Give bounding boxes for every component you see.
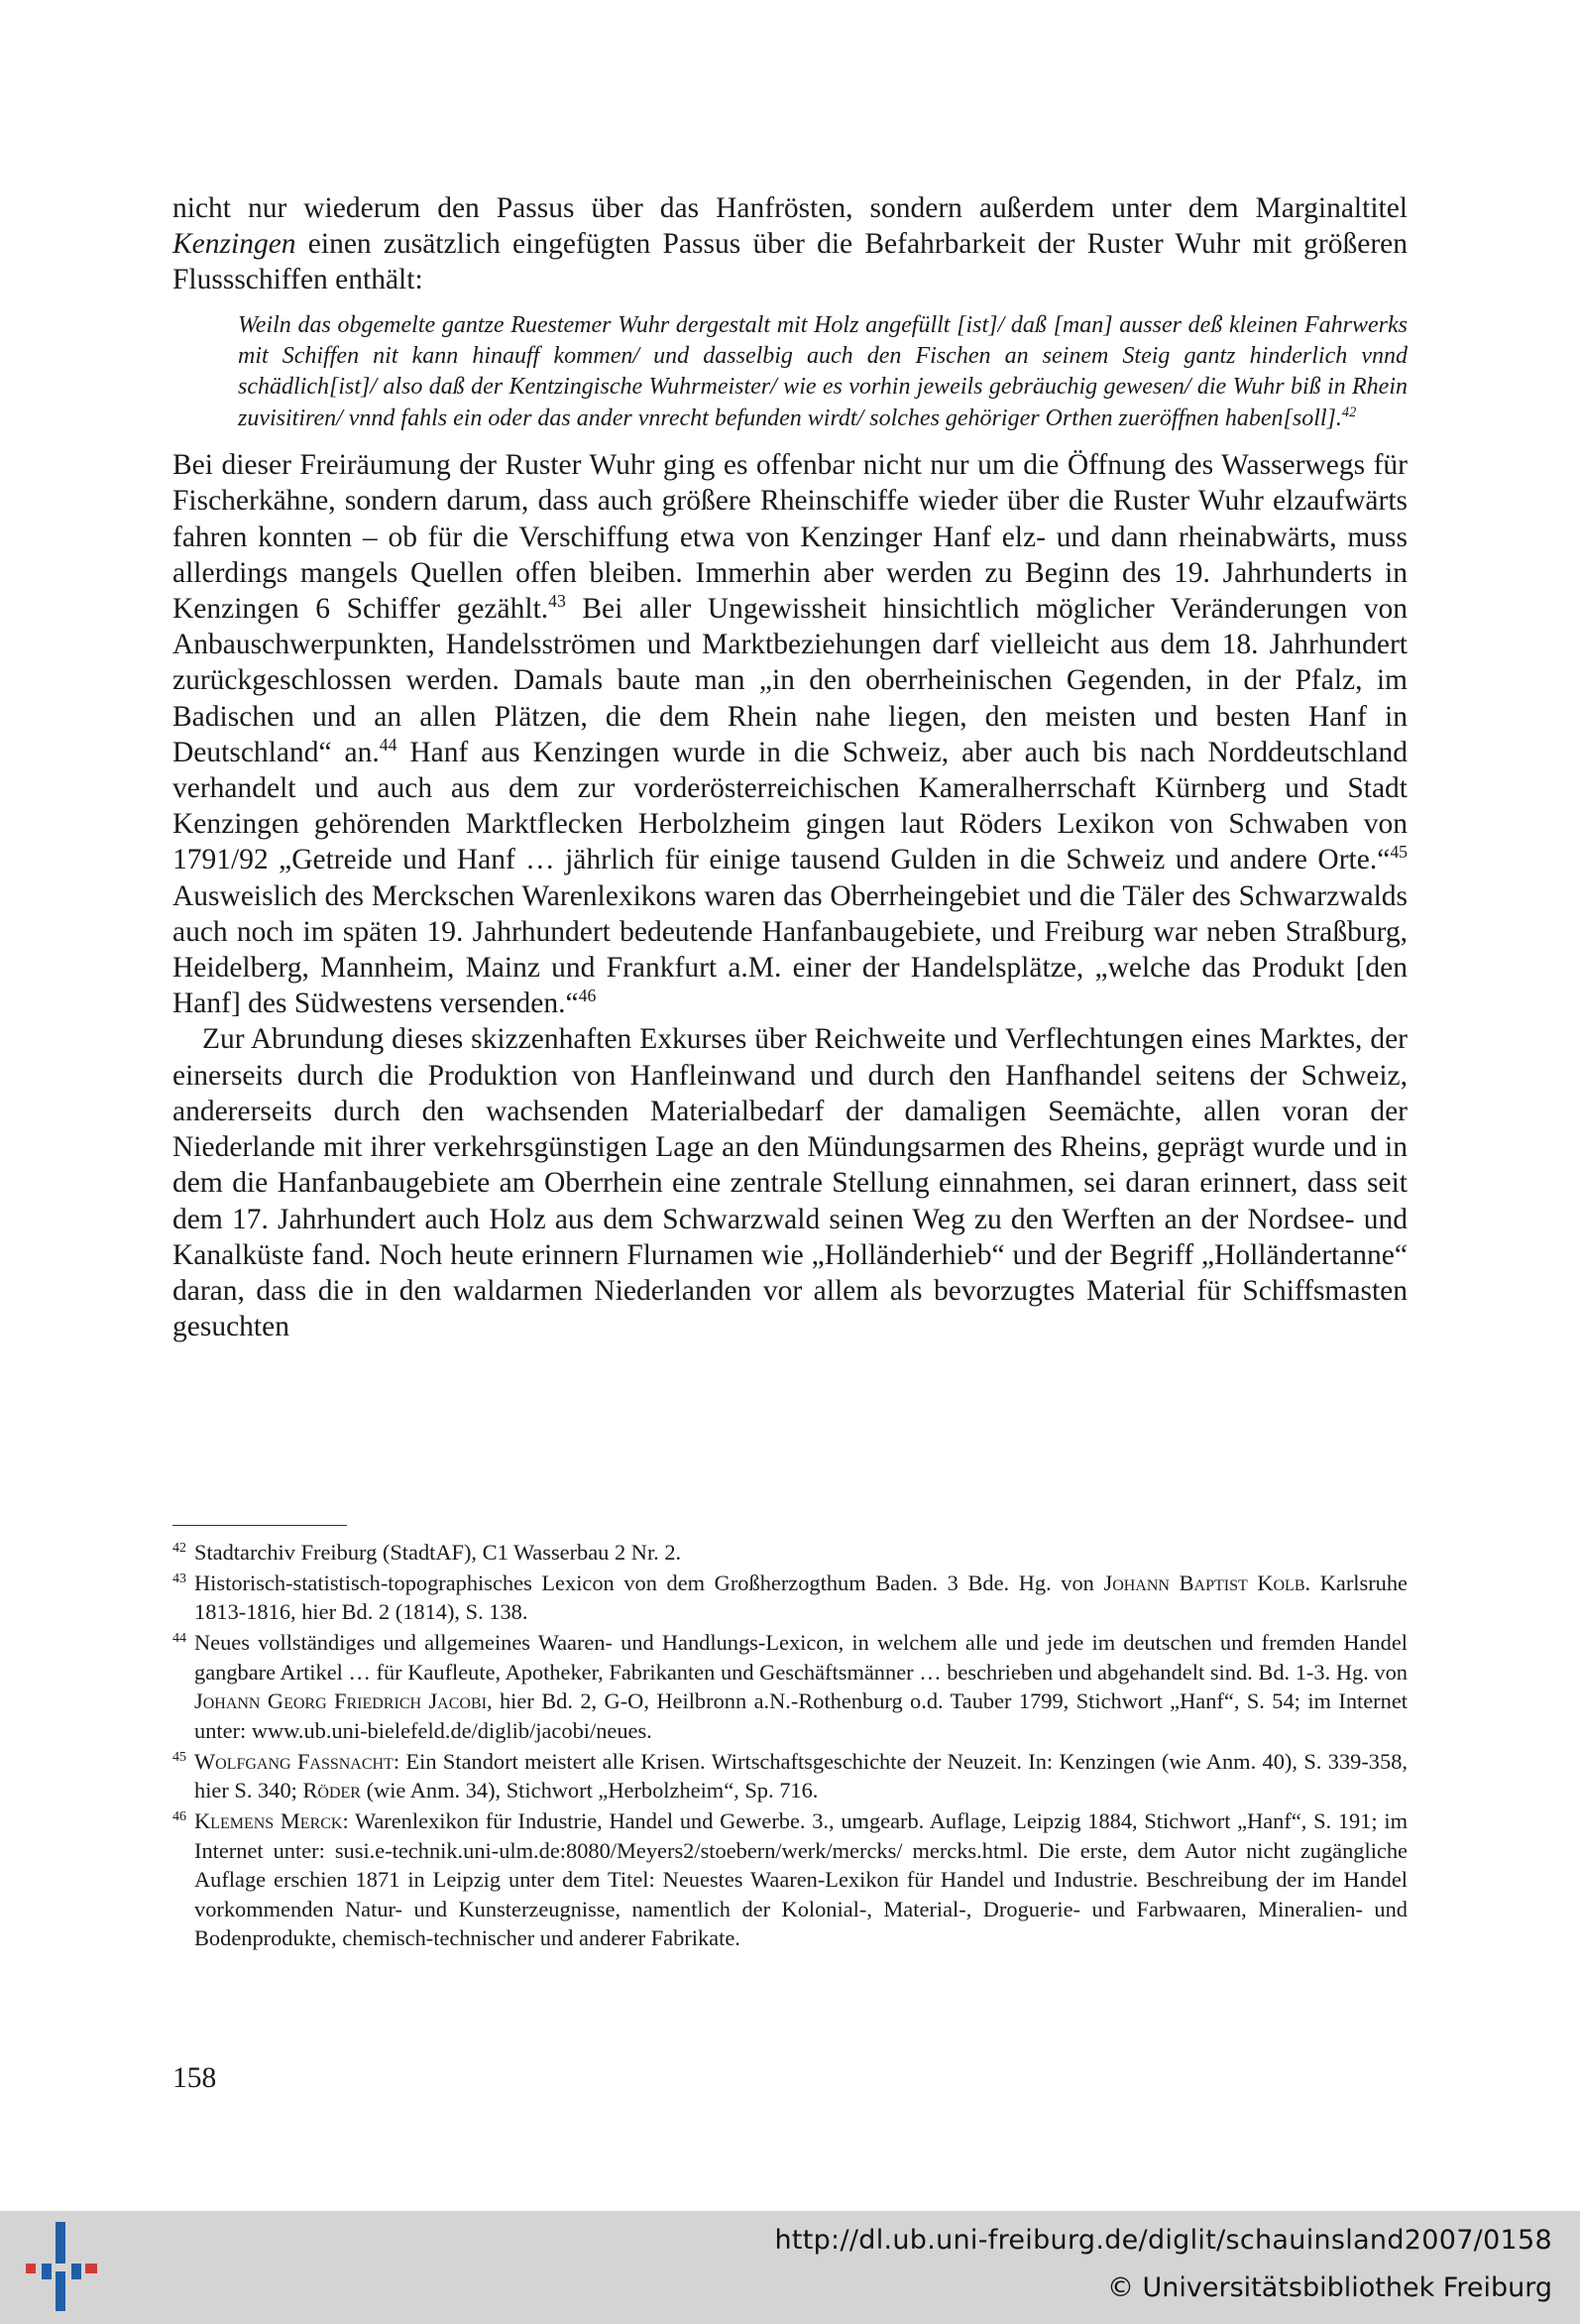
footnote-number: 45 bbox=[172, 1749, 186, 1765]
main-text bbox=[172, 190, 1408, 1344]
footnote-number: 46 bbox=[172, 1809, 186, 1825]
footnote-text: : Ein Standort meistert alle Krisen. Wirtschaftsgeschichte der Neuzeit. In: Kenzingen (wie Anm. 40), S. 339-358, hier S. 340; bbox=[194, 1748, 1408, 1803]
paragraph-1-part-2: Bei aller Ungewissheit hinsichtlich möglicher Veränderungen von Anbauschwerpunkten, Handelsströmen und Marktbeziehungen darf vielleicht aus dem 18. Jahrhundert zurückgeschlossen werden. Damals baute man „in den oberrheinischen Gegenden, in der Pfalz, im Badischen und an allen Plätzen, die dem Rhein nahe liegen, den meisten und besten Hanf in Deutschland“ an. bbox=[172, 593, 1408, 768]
footnote-ref-44[interactable]: 44 bbox=[379, 735, 397, 755]
footnote-number: 44 bbox=[172, 1631, 186, 1647]
footnote-author-name: Wolfgang Faßnacht bbox=[194, 1748, 394, 1774]
footnote-divider bbox=[172, 1525, 347, 1526]
intro-text-a: nicht nur wiederum den Passus über das Hanfrösten, sondern außerdem unter dem Marginaltitel bbox=[172, 192, 1408, 224]
footnote-text: (wie Anm. 34), Stichwort „Herbolzheim“, Sp. 716. bbox=[360, 1778, 819, 1803]
footnote-author-name: Klemens Merck bbox=[194, 1808, 343, 1834]
intro-paragraph bbox=[172, 190, 1408, 298]
ub-freiburg-logo-icon bbox=[22, 2216, 101, 2315]
footnote-author-name: Röder bbox=[302, 1778, 361, 1803]
footnote-text: . Karlsruhe 1813-1816, hier Bd. 2 (1814), S. 138. bbox=[194, 1569, 1408, 1625]
footnote-text: Historisch-statistisch-topographisches Lexicon von dem Großherzogthum Baden. 3 Bde. Hg. von bbox=[194, 1569, 1104, 1595]
footnote-44 bbox=[172, 1628, 1408, 1745]
footnotes-section bbox=[172, 1538, 1408, 1954]
footnote-text: Neues vollständiges und allgemeines Waaren- und Handlungs-Lexicon, in welchem alle und jede im deutschen und fremden Handel gangbare Artikel … für Kaufleute, Apotheker, Fabrikanten und Geschäftsmänner … beschrieben und abgehandelt sind. Bd. 1-3. Hg. von bbox=[194, 1630, 1408, 1685]
footnote-author-name: Johann Georg Friedrich Jacobi bbox=[194, 1688, 487, 1714]
intro-text-b: einen zusätzlich eingefügten Passus über die Befahrbarkeit der Ruster Wuhr mit größeren Flussschiffen enthält: bbox=[172, 228, 1408, 296]
intro-italic-kenzingen: Kenzingen bbox=[172, 228, 296, 261]
paragraph-1-part-4: Ausweislich des Merckschen Warenlexikons waren das Oberrheingebiet und die Täler des Schwarzwalds auch noch im späten 19. Jahrhundert bedeutende Hanfanbaugebiete, und Freiburg war neben Straßburg, Heidelberg, Mannheim, Mainz und Frankfurt a.M. einer der Handelsplätze, „welche das Produkt [den Hanf] des Südwestens versenden.“ bbox=[172, 879, 1408, 1020]
quote-text: Weiln das obgemelte gantze Ruestemer Wuhr dergestalt mit Holz angefüllt [ist]/ daß [man] ausser deß kleinen Fahrwerks mit Schiffen nit kann hinauff kommen/ und dasselbig auch den Fischen an seinem Steig gantz hinderlich vnnd schädlich[ist]/ also daß der Kentzingische Wuhrmeister/ wie es vorhin jeweils gebräuchig gewesen/ die Wuhr biß in Rhein zuvisitiren/ vnnd fahls ein oder das ander vnrecht befunden wirdt/ solches gehöriger Orthen zueröffnen haben[soll]. bbox=[238, 311, 1408, 431]
footnote-ref-43[interactable]: 43 bbox=[548, 591, 566, 612]
footnote-ref-42[interactable]: 42 bbox=[1341, 404, 1357, 420]
footnote-ref-45[interactable]: 45 bbox=[1390, 842, 1408, 863]
footnote-43 bbox=[172, 1569, 1408, 1627]
paragraph-1-part-1: Bei dieser Freiräumung der Ruster Wuhr ging es offenbar nicht nur um die Öffnung des Wasserwegs für Fischerkähne, sondern darum, dass auch größere Rheinschiffe wieder über die Ruster Wuhr elzaufwärts fahren konnten – ob für die Verschiffung etwa von Kenzinger Hanf elz- und dann rheinabwärts, muss allerdings mangels Quellen offen bleiben. Immerhin aber werden zu Beginn des 19. Jahrhunderts in Kenzingen 6 Schiffer gezählt. bbox=[172, 449, 1408, 626]
footnote-number: 43 bbox=[172, 1570, 186, 1586]
footnote-46 bbox=[172, 1806, 1408, 1953]
footnote-42 bbox=[172, 1538, 1408, 1568]
footnote-author-name: Johann Baptist Kolb bbox=[1103, 1569, 1305, 1595]
block-quote bbox=[172, 310, 1408, 435]
paragraph-1-part-3: Hanf aus Kenzingen wurde in die Schweiz, aber auch bis nach Norddeutschland verhandelt und auch aus dem zur vorderösterreichischen Kameralherrschaft Kürnberg und Stadt Kenzingen gehörenden Marktflecken Herbolzheim gingen laut Röders Lexikon von Schwaben von 1791/92 „Getreide und Hanf … jährlich für einige tausend Gulden in die Schweiz und andere Orte.“ bbox=[172, 736, 1408, 876]
page-number: 158 bbox=[172, 2062, 217, 2094]
footnote-number: 42 bbox=[172, 1541, 186, 1556]
footnote-45 bbox=[172, 1747, 1408, 1805]
paragraph-1 bbox=[172, 447, 1408, 1021]
source-url-link[interactable]: http://dl.ub.uni-freiburg.de/diglit/schauinsland2007/0158 bbox=[774, 2225, 1552, 2256]
paragraph-2: Zur Abrundung dieses skizzenhaften Exkurses über Reichweite und Verflechtungen eines Marktes, der einerseits durch die Produktion von Hanfleinwand und durch den Hanfhandel seitens der Schweiz, andererseits durch den wachsenden Materialbedarf der damaligen Seemächte, allen voran der Niederlande mit ihrer verkehrsgünstigen Lage an den Mündungsarmen des Rheins, geprägt wurde und in dem die Hanfanbaugebiete am Oberrhein eine zentrale Stellung einnahmen, sei daran erinnert, dass seit dem 17. Jahrhundert auch Holz aus dem Schwarzwald seinen Weg zu den Werften an der Nordsee- und Kanalküste fand. Noch heute erinnern Flurnamen wie „Holländerhieb“ und der Begriff „Holländertanne“ daran, dass die in den waldarmen Niederlanden vor allem als bevorzugtes Material für Schiffsmasten gesuchten bbox=[172, 1023, 1408, 1343]
copyright-notice: © Universitätsbibliothek Freiburg bbox=[1106, 2272, 1552, 2303]
footnote-text: Stadtarchiv Freiburg (StadtAF), C1 Wasserbau 2 Nr. 2. bbox=[194, 1540, 682, 1565]
footnote-text: , hier Bd. 2, G-O, Heilbronn a.N.-Rothenburg o.d. Tauber 1799, Stichwort „Hanf“, S. 54; im Internet unter: www.ub.uni-bielefeld.de/diglib/jacobi/neues. bbox=[194, 1688, 1408, 1743]
footnote-text: : Warenlexikon für Industrie, Handel und Gewerbe. 3., umgearb. Auflage, Leipzig 1884, Stichwort „Hanf“, S. 191; im Internet unter: susi.e-technik.uni-ulm.de:8080/Meyers2/stoebern/werk/mercks/ mercks.html. Die erste, dem Autor nicht zugängliche Auflage erschien 1871 in Leipzig unter dem Titel: Neuestes Waaren-Lexikon für Handel und Industrie. Beschreibung der im Handel vorkommenden Natur- und Kunsterzeugnisse, namentlich der Kolonial-, Material-, Droguerie- und Farbwaaren, Mineralien- und Bodenprodukte, chemisch-technischer und anderer Fabrikate. bbox=[194, 1808, 1408, 1951]
footnote-ref-46[interactable]: 46 bbox=[578, 986, 597, 1006]
